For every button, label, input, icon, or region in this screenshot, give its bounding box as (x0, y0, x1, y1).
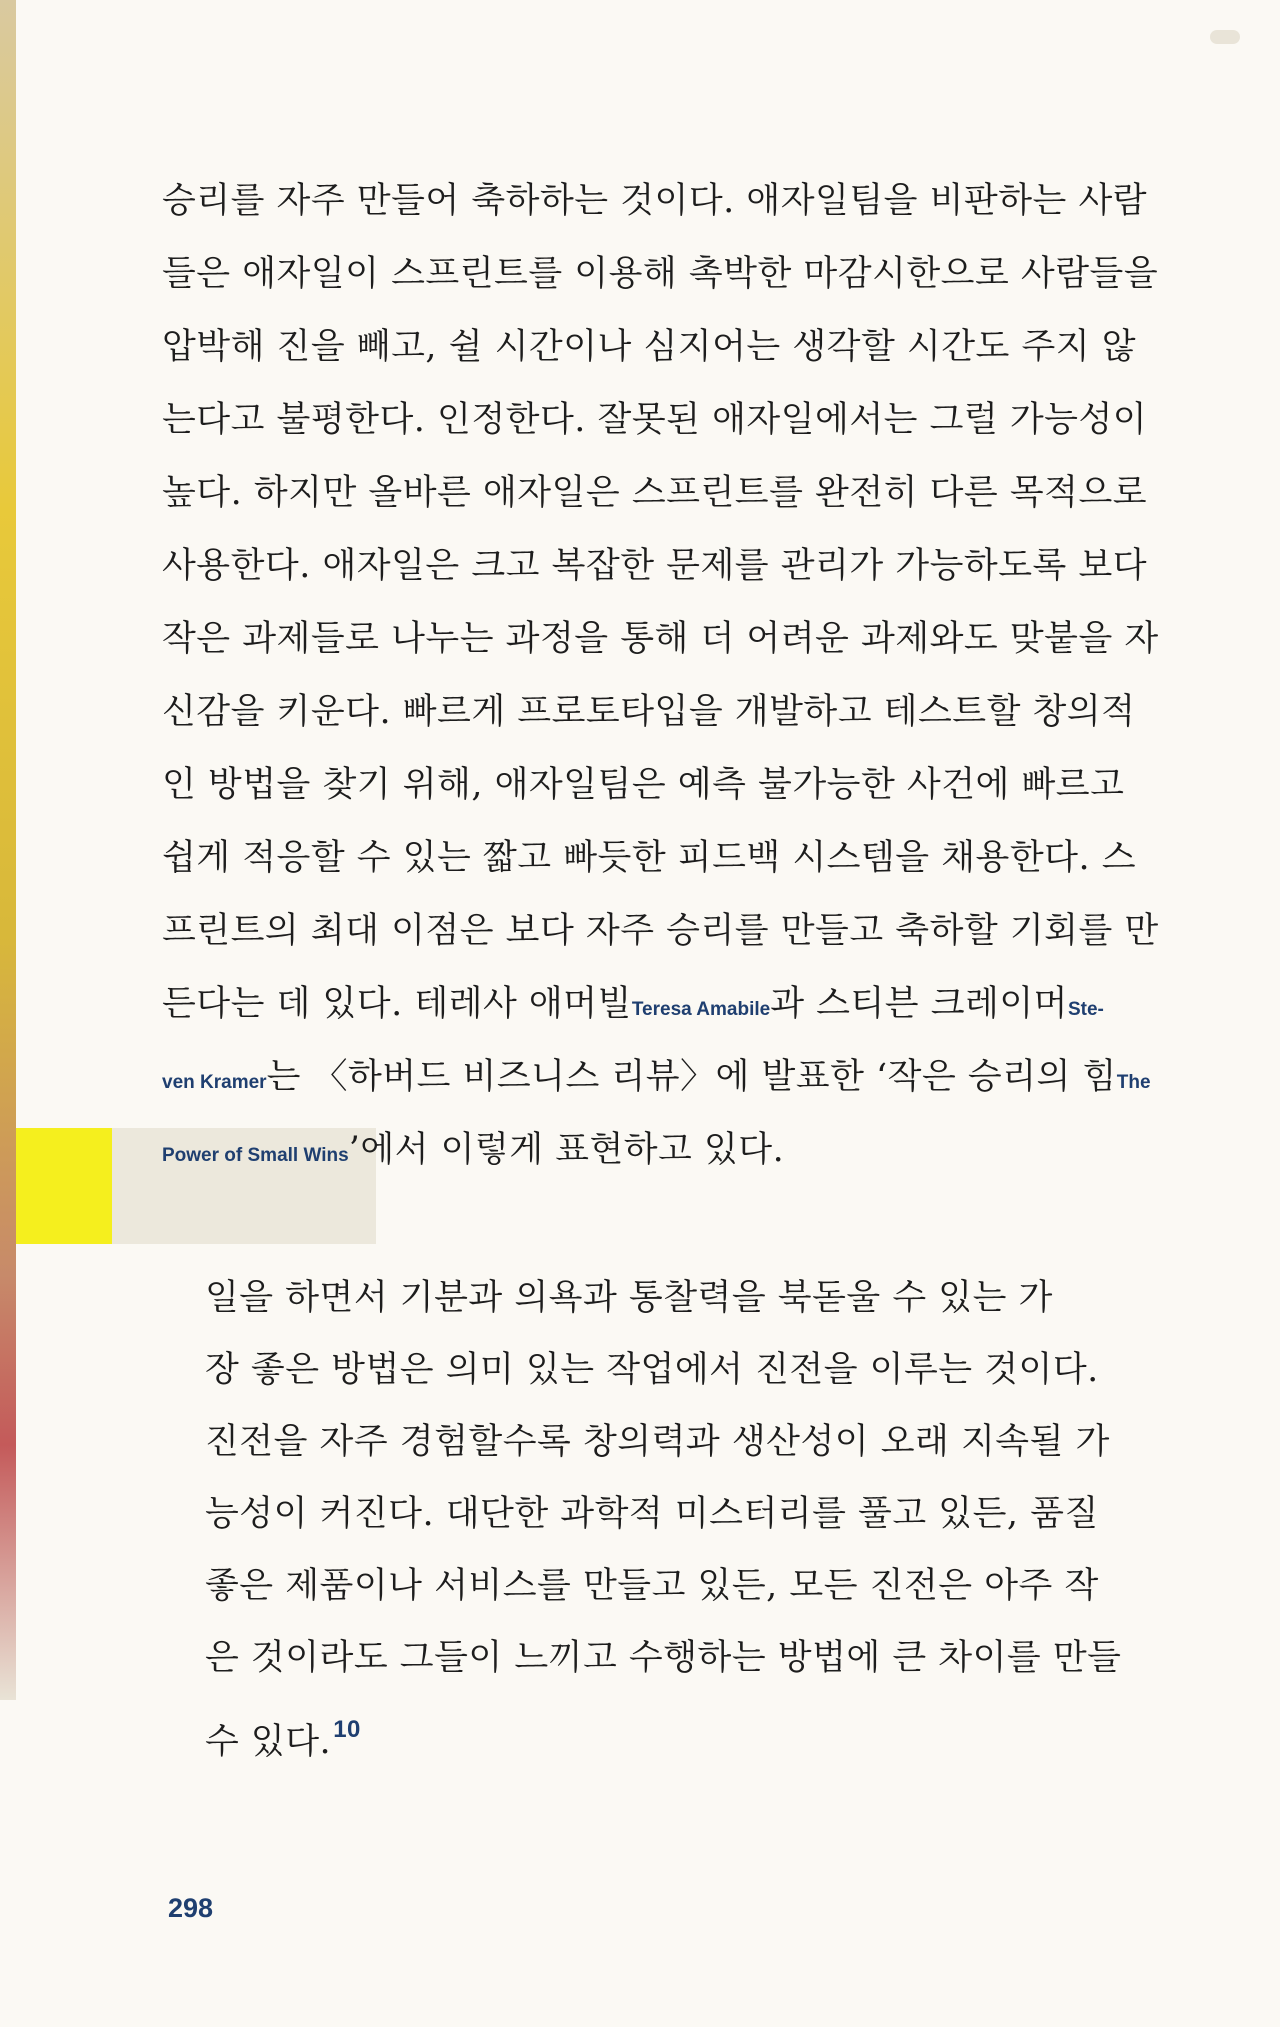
text-line (162, 1114, 1112, 1187)
text-segment: 수 있다. (205, 1722, 332, 1762)
page-number: 298 (168, 1893, 214, 1923)
text-line: 는다고 불평한다. 인정한다. 잘못된 애자일에서는 그럴 가능성이 (162, 400, 1148, 440)
english-title-part2: Power of Small Wins (162, 1145, 349, 1166)
text-segment: 든다는 데 있다. 테레사 애머빌 (162, 984, 632, 1024)
quote-line: 좋은 제품이나 서비스를 만들고 있든, 모든 진전은 아주 작 (205, 1566, 1099, 1606)
paper-smudge (1210, 30, 1240, 44)
quote-line: 능성이 커진다. 대단한 과학적 미스터리를 풀고 있든, 품질 (205, 1494, 1099, 1534)
text-line: 압박해 진을 빼고, 쉴 시간이나 심지어는 생각할 시간도 주지 않 (162, 327, 1137, 367)
text-line: 들은 애자일이 스프린트를 이용해 촉박한 마감시한으로 사람들을 (162, 254, 1159, 294)
text-segment: 는 〈하버드 비즈니스 리뷰〉에 발표한 ‘작은 승리의 힘 (266, 1057, 1117, 1097)
english-title-part1: The (1116, 1072, 1151, 1093)
text-line: 인 방법을 찾기 위해, 애자일팀은 예측 불가능한 사건에 빠르고 (162, 765, 1125, 805)
text-line: 프린트의 최대 이점은 보다 자주 승리를 만들고 축하할 기회를 만 (162, 911, 1159, 951)
english-name-teresa-amabile: Teresa Amabile (631, 999, 771, 1020)
text-line: 사용한다. 애자일은 크고 복잡한 문제를 관리가 가능하도록 보다 (162, 546, 1148, 586)
text-line (162, 1041, 1151, 1114)
english-name-steven-kramer-part1: Ste- (1067, 999, 1104, 1020)
text-line: 높다. 하지만 올바른 애자일은 스프린트를 완전히 다른 목적으로 (162, 473, 1148, 513)
text-segment: ’에서 이렇게 표현하고 있다. (348, 1130, 785, 1170)
quote-line: 진전을 자주 경험할수록 창의력과 생산성이 오래 지속될 가 (205, 1422, 1110, 1462)
text-line (162, 968, 1112, 1041)
block-quote (205, 1262, 1122, 1766)
text-segment: 과 스티븐 크레이머 (770, 984, 1068, 1024)
quote-line: 장 좋은 방법은 의미 있는 작업에서 진전을 이루는 것이다. (205, 1350, 1099, 1390)
body-paragraph-1 (162, 165, 1159, 1187)
quote-line: 일을 하면서 기분과 의욕과 통찰력을 북돋울 수 있는 가 (205, 1278, 1053, 1318)
text-line: 신감을 키운다. 빠르게 프로토타입을 개발하고 테스트할 창의적 (162, 692, 1136, 732)
page-edge-shadow (0, 0, 16, 1700)
quote-line: 은 것이라도 그들이 느끼고 수행하는 방법에 큰 차이를 만들 (205, 1638, 1122, 1678)
text-line: 작은 과제들로 나누는 과정을 통해 더 어려운 과제와도 맞붙을 자 (162, 619, 1159, 659)
footnote-marker: 10 (333, 1716, 361, 1743)
english-name-steven-kramer-part2: ven Kramer (162, 1072, 267, 1093)
text-line: 승리를 자주 만들어 축하하는 것이다. 애자일팀을 비판하는 사람 (162, 181, 1148, 221)
text-line: 쉽게 적응할 수 있는 짧고 빠듯한 피드백 시스템을 채용한다. 스 (162, 838, 1137, 878)
yellow-sticky-note (16, 1128, 112, 1244)
quote-line (205, 1694, 1065, 1766)
